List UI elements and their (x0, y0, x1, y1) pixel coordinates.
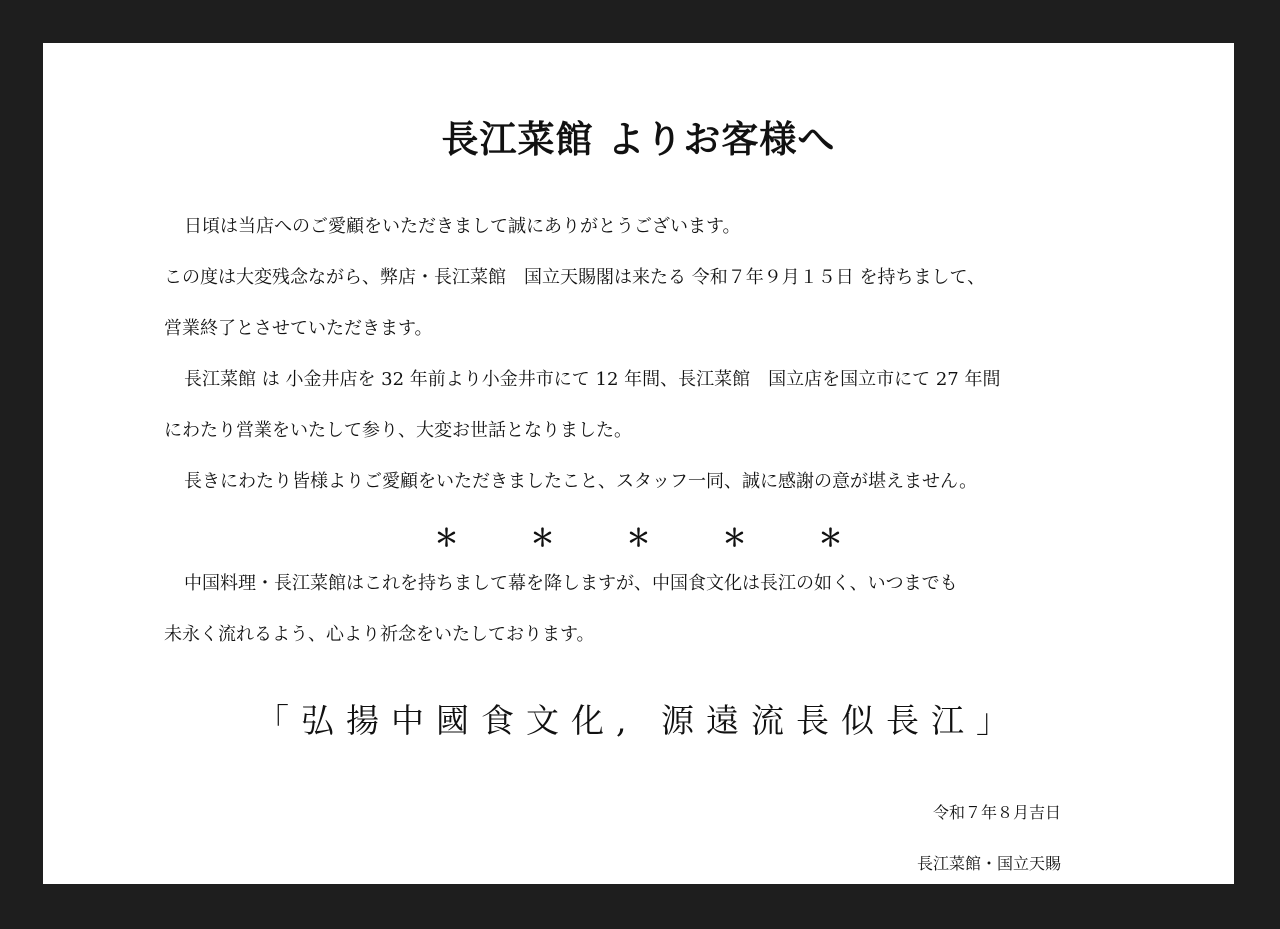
notice-line-2: この度は大変残念ながら、弊店・長江菜館 国立天賜閣は来たる 令和７年９月１５日 を持ちまして、 (164, 267, 986, 288)
notice-line-1: 日頃は当店へのご愛顧をいただきまして誠にありがとうございます。 (184, 216, 741, 237)
notice-title: 長江菜館 よりお客様へ (441, 117, 836, 161)
notice-line-6: 長きにわたり皆様よりご愛顧をいただきましたこと、スタッフ一同、誠に感謝の意が堪えません。 (184, 471, 978, 492)
closing-line-1: 中国料理・長江菜館はこれを持ちまして幕を降しますが、中国食文化は長江の如く、いつまでも (184, 573, 958, 594)
notice-signature: 長江菜館・国立天賜 (916, 854, 1061, 873)
closing-line-2: 未永く流れるよう、心より祈念をいたしております。 (164, 624, 595, 645)
notice-line-5: にわたり営業をいたして参り、大変お世話となりました。 (164, 420, 632, 441)
notice-line-4: 長江菜館 は 小金井店を 32 年前より小金井市にて 12 年間、長江菜館 国立店を国立市にて 27 年間 (184, 369, 1001, 390)
motto: 「弘揚中國食文化, 源遠流長似長江」 (256, 701, 1021, 740)
separator-stars: ＊ ＊ ＊ ＊ ＊ (434, 523, 843, 552)
notice-page (43, 43, 1234, 884)
notice-line-3: 営業終了とさせていただきます。 (164, 318, 433, 339)
notice-date: 令和７年８月吉日 (932, 803, 1061, 822)
